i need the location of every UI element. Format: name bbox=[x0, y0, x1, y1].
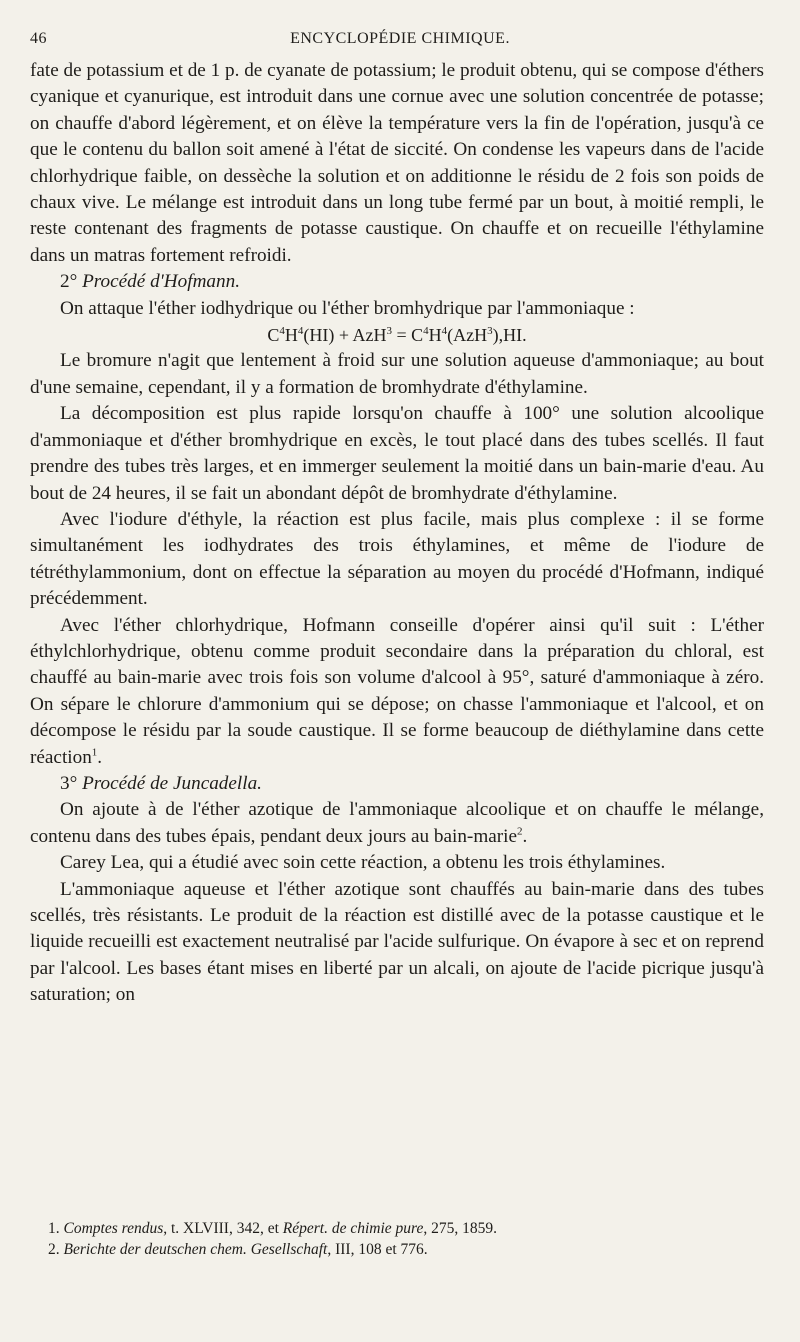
footnote-ref: 2 bbox=[517, 825, 523, 838]
paragraph: Le bromure n'agit que lentement à froid sur une solution aqueuse d'ammoniaque; au bout d'une semaine, cependant, il y a formation de bromhydrate d'éthylamine. bbox=[30, 350, 764, 398]
chemical-equation: $C^4H^4(HI) + AzH^3 = C^4H^4(AzH^3),HI$. bbox=[267, 325, 527, 346]
footnotes bbox=[48, 1218, 768, 1260]
footnote: 2. Berichte der deutschen chem. Gesellschaft, III, 108 et 776. bbox=[48, 1241, 428, 1258]
page-header bbox=[30, 30, 770, 56]
paragraph: L'ammoniaque aqueuse et l'éther azotique sont chauffés au bain-marie dans des tubes scellés, très résistants. Le produit de la réaction est distillé avec de la potasse caustique et le liquide recueilli est exactement neutralisé par l'acide sulfurique. On évapore à sec et on reprend par l'alcool. Les bases étant mises en liberté par un alcali, on ajoute de l'acide picrique jusqu'à saturation; on bbox=[30, 878, 764, 1006]
body-text bbox=[30, 58, 764, 1009]
running-title: ENCYCLOPÉDIE CHIMIQUE. bbox=[290, 30, 510, 47]
section-heading-hofmann bbox=[30, 269, 764, 295]
heading-title: Procédé de Juncadella. bbox=[82, 772, 262, 794]
page-number: 46 bbox=[30, 30, 47, 47]
heading-number: 3° bbox=[60, 772, 78, 794]
footnote-ref: 1 bbox=[91, 746, 98, 759]
heading-number: 2° bbox=[60, 271, 78, 293]
heading-title: Procédé d'Hofmann. bbox=[82, 271, 240, 293]
footnote: 1. Comptes rendus, t. XLVIII, 342, et Répert. de chimie pure, 275, 1859. bbox=[48, 1220, 498, 1237]
paragraph: Avec l'iodure d'éthyle, la réaction est plus facile, mais plus complexe : il se forme simultanément les iodhydrates des trois éthylamines, et même de l'iodure de tétréthylammonium, dont on effectue la séparation au moyen du procédé d'Hofmann, indiqué précédemment. bbox=[30, 508, 764, 610]
section-heading-juncadella bbox=[30, 771, 764, 797]
paragraph: On ajoute à de l'éther azotique de l'ammoniaque alcoolique et on chauffe le mélange, contenu dans des tubes épais, pendant deux jours au bain-marie$^2$. bbox=[30, 799, 764, 847]
paragraph: Avec l'éther chlorhydrique, Hofmann conseille d'opérer ainsi qu'il suit : L'éther éthylchlorhydrique, obtenu comme produit secondaire dans la préparation du chloral, est chauffé au bain-marie avec trois fois son volume d'alcool à 95°, saturé d'ammoniaque à zéro. On sépare le chlorure d'ammonium qui se dépose; on chasse l'ammoniaque et l'alcool, et on décompose le résidu par la soude caustique. Il se forme beaucoup de diéthylamine dans cette réaction$^1$. bbox=[30, 614, 764, 768]
paragraph-continuation: fate de potassium et de 1 p. de cyanate de potassium; le produit obtenu, qui se compose d'éthers cyanique et cyanurique, est introduit dans une cornue avec une solution concentrée de potasse; on chauffe d'abord légèrement, et on élève la température vers la fin de l'opération, jusqu'à ce que le contenu du ballon soit amené à l'état de siccité. On condense les vapeurs dans de l'acide chlorhydrique faible, on dessèche la solution et on additionne le résidu de 2 fois son poids de chaux vive. Le mélange est introduit dans un long tube fermé par un bout, à moitié rempli, le reste contenant des fragments de potasse caustique. On chauffe et on recueille l'éthylamine dans un matras fortement refroidi. bbox=[30, 60, 764, 266]
paragraph: Carey Lea, qui a étudié avec soin cette réaction, a obtenu les trois éthylamines. bbox=[60, 852, 666, 874]
paragraph: La décomposition est plus rapide lorsqu'on chauffe à 100° une solution alcoolique d'ammoniaque et d'éther bromhydrique en excès, le tout placé dans des tubes scellés. Il faut prendre des tubes très larges, et en immerger seulement la moitié dans un bain-marie d'eau. Au bout de 24 heures, il se fait un abondant dépôt de bromhydrate d'éthylamine. bbox=[30, 403, 764, 504]
paragraph: On attaque l'éther iodhydrique ou l'éther bromhydrique par l'ammoniaque : bbox=[60, 297, 635, 319]
